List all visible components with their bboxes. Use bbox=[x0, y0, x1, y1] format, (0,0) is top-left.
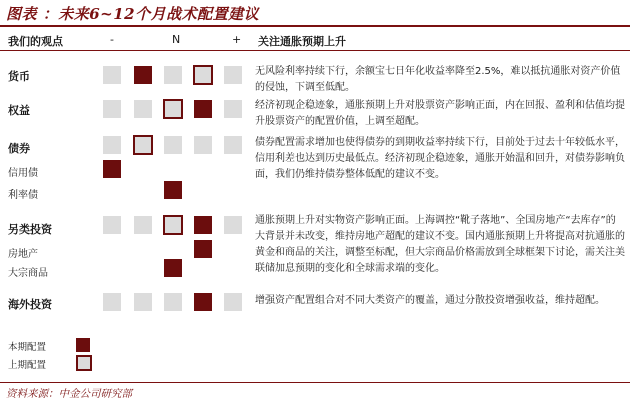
header-focus: 关注通胀预期上升 bbox=[258, 35, 346, 48]
rating-box-previous bbox=[193, 65, 213, 85]
rating-box bbox=[134, 100, 152, 118]
row-label-overseas: 海外投资 bbox=[8, 298, 52, 311]
title-rule bbox=[0, 25, 630, 27]
rating-box-current bbox=[194, 100, 212, 118]
row-label-real-estate: 房地产 bbox=[8, 249, 38, 260]
header-neutral: N bbox=[172, 33, 181, 46]
header-rule bbox=[0, 50, 630, 51]
header-minus-minus: - bbox=[110, 33, 114, 46]
rating-box-current bbox=[134, 66, 152, 84]
comment-alternatives: 通胀预期上升对实物资产影响正面。上海调控“靴子落地”、全国房地产“去库存”的大背景并未改变，维持房地产超配的建议不变。国内通胀预期上升将提高对抗通胀的黄金和商品的关注，调整至标配，但大宗商品价格需放到全球框架下讨论，需关注美联储加息预期的变化和全球需求端的变化。 bbox=[255, 215, 625, 274]
rating-box bbox=[164, 293, 182, 311]
rating-box bbox=[103, 293, 121, 311]
rating-box bbox=[224, 66, 242, 84]
rating-box bbox=[103, 66, 121, 84]
source-rule bbox=[0, 382, 630, 383]
rating-box-current bbox=[103, 160, 121, 178]
comment-overseas: 增强资产配置组合对不同大类资产的覆盖，通过分散投资增强收益，维持超配。 bbox=[255, 295, 605, 306]
row-label-equity: 权益 bbox=[8, 104, 30, 117]
legend-current-label: 本期配置 bbox=[8, 342, 47, 353]
rating-box bbox=[164, 66, 182, 84]
rating-box bbox=[224, 136, 242, 154]
rating-box-current bbox=[194, 216, 212, 234]
rating-box-current bbox=[194, 293, 212, 311]
comment-bonds: 债券配置需求增加也使得债券的到期收益率持续下行，目前处于过去十年较低水平，信用利差也达到历史最低点。经济初现企稳迹象，通胀开始温和回升，对债券影响负面，我们仍维持债券整体低配的建议不变。 bbox=[255, 137, 625, 180]
rating-box-previous bbox=[163, 215, 183, 235]
rating-box bbox=[103, 136, 121, 154]
rating-box-previous bbox=[163, 99, 183, 119]
row-label-rate-bonds: 利率债 bbox=[8, 190, 38, 201]
rating-box-current bbox=[164, 259, 182, 277]
header-plus: + bbox=[232, 33, 242, 46]
row-label-alternatives: 另类投资 bbox=[8, 223, 52, 236]
header-view-label: 我们的观点 bbox=[8, 35, 63, 48]
rating-box-current bbox=[164, 181, 182, 199]
rating-box bbox=[224, 216, 242, 234]
rating-box bbox=[194, 136, 212, 154]
row-label-credit-bonds: 信用债 bbox=[8, 168, 38, 179]
legend-previous-swatch bbox=[76, 355, 92, 371]
rating-box bbox=[134, 216, 152, 234]
rating-box bbox=[103, 216, 121, 234]
rating-box-previous-current bbox=[133, 135, 153, 155]
legend-current-swatch bbox=[76, 338, 90, 352]
rating-box bbox=[164, 136, 182, 154]
comment-currency: 无风险利率持续下行，余额宝七日年化收益率降至2.5%，难以抵抗通胀对资产价值的侵蚀，下调至低配。 bbox=[255, 66, 621, 93]
rating-box bbox=[103, 100, 121, 118]
rating-box bbox=[134, 293, 152, 311]
row-label-commodities: 大宗商品 bbox=[8, 268, 48, 279]
comment-equity: 经济初现企稳迹象，通胀预期上升对股票资产影响正面，内在回报、盈利和估值均提升股票资产的配置价值，上调至超配。 bbox=[255, 100, 625, 127]
row-label-bonds: 债券 bbox=[8, 142, 30, 155]
figure-title: 图表 ：未来6~12个月战术配置建议 bbox=[6, 5, 260, 23]
source-note: 资料来源：中金公司研究部 bbox=[6, 388, 132, 400]
rating-box bbox=[224, 100, 242, 118]
rating-box bbox=[224, 293, 242, 311]
legend-previous-label: 上期配置 bbox=[8, 360, 47, 371]
row-label-currency: 货币 bbox=[8, 70, 30, 83]
rating-box-current bbox=[194, 240, 212, 258]
